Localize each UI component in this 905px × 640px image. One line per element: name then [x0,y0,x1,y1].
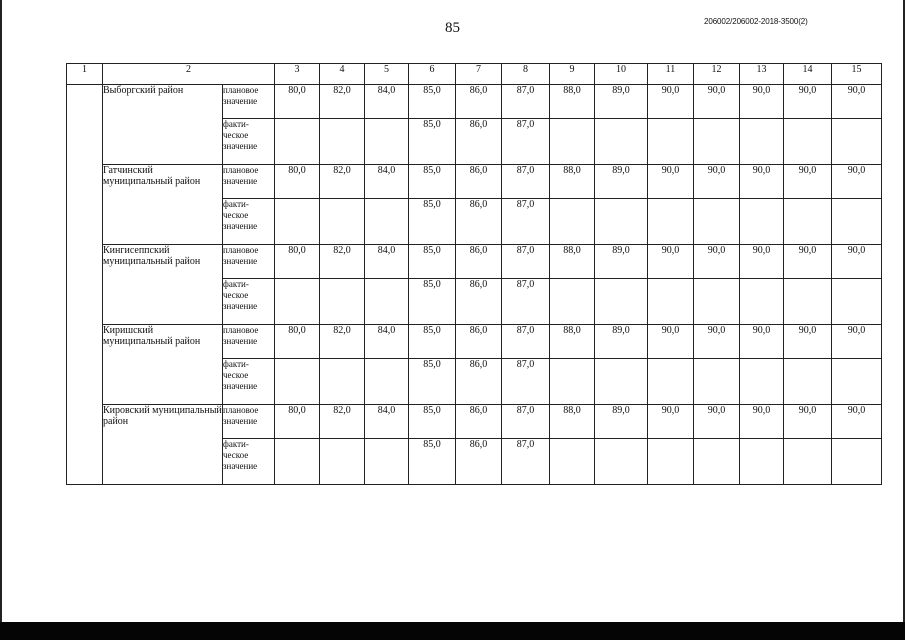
plan-label: плановое значение [223,245,275,279]
value-cell [365,279,409,325]
value-cell: 90,0 [832,325,882,359]
value-cell [365,439,409,485]
value-cell [275,199,320,245]
value-cell [784,119,832,165]
value-cell: 85,0 [409,165,456,199]
value-cell: 82,0 [320,165,365,199]
value-cell: 89,0 [595,405,648,439]
value-cell: 90,0 [784,245,832,279]
value-cell: 88,0 [550,85,595,119]
value-cell [648,359,694,405]
value-cell [784,199,832,245]
region-name: Гатчинский муниципальный район [103,165,223,245]
value-cell [832,199,882,245]
row-number-cell [67,85,103,485]
value-cell: 90,0 [784,85,832,119]
value-cell: 90,0 [832,245,882,279]
value-cell: 87,0 [502,279,550,325]
plan-row [67,325,882,359]
value-cell [694,359,740,405]
plan-row [67,165,882,199]
value-cell: 84,0 [365,85,409,119]
value-cell [784,279,832,325]
region-name: Выборгский район [103,85,223,165]
column-header: 9 [550,64,595,85]
value-cell: 90,0 [832,85,882,119]
indicator-table [66,63,882,485]
column-header: 2 [103,64,275,85]
value-cell: 90,0 [694,85,740,119]
fact-label: факти- ческое значение [223,279,275,325]
value-cell [740,119,784,165]
value-cell: 87,0 [502,439,550,485]
value-cell: 86,0 [456,199,502,245]
value-cell [648,279,694,325]
value-cell: 88,0 [550,405,595,439]
value-cell [320,359,365,405]
value-cell: 80,0 [275,405,320,439]
region-name: Кировский муниципальный район [103,405,223,485]
value-cell: 86,0 [456,405,502,439]
column-header: 15 [832,64,882,85]
value-cell [365,199,409,245]
value-cell: 85,0 [409,325,456,359]
value-cell: 86,0 [456,325,502,359]
value-cell: 86,0 [456,165,502,199]
column-header: 7 [456,64,502,85]
value-cell [275,119,320,165]
value-cell: 90,0 [832,405,882,439]
column-header: 8 [502,64,550,85]
value-cell: 90,0 [648,165,694,199]
value-cell [694,439,740,485]
value-cell: 86,0 [456,85,502,119]
value-cell: 90,0 [648,245,694,279]
plan-label: плановое значение [223,325,275,359]
plan-row [67,85,882,119]
value-cell [595,439,648,485]
value-cell: 86,0 [456,359,502,405]
value-cell: 85,0 [409,199,456,245]
fact-label: факти- ческое значение [223,119,275,165]
value-cell: 85,0 [409,439,456,485]
value-cell [740,439,784,485]
value-cell [832,359,882,405]
value-cell [595,199,648,245]
plan-label: плановое значение [223,85,275,119]
value-cell [595,279,648,325]
value-cell: 84,0 [365,165,409,199]
value-cell: 80,0 [275,245,320,279]
value-cell: 87,0 [502,325,550,359]
value-cell: 88,0 [550,325,595,359]
page-number: 85 [445,20,460,36]
value-cell [550,199,595,245]
value-cell [365,119,409,165]
value-cell [550,359,595,405]
value-cell [550,439,595,485]
value-cell: 82,0 [320,85,365,119]
value-cell: 87,0 [502,85,550,119]
column-header: 10 [595,64,648,85]
value-cell: 90,0 [784,165,832,199]
scan-bottom-border [0,622,905,640]
value-cell [832,119,882,165]
value-cell [320,119,365,165]
value-cell: 90,0 [648,405,694,439]
column-header: 11 [648,64,694,85]
value-cell: 86,0 [456,439,502,485]
value-cell: 84,0 [365,325,409,359]
column-header: 14 [784,64,832,85]
value-cell [784,439,832,485]
value-cell [320,279,365,325]
value-cell: 90,0 [784,405,832,439]
value-cell: 85,0 [409,405,456,439]
value-cell: 90,0 [648,85,694,119]
fact-label: факти- ческое значение [223,359,275,405]
value-cell [832,439,882,485]
value-cell: 86,0 [456,279,502,325]
value-cell [365,359,409,405]
value-cell: 82,0 [320,325,365,359]
value-cell: 90,0 [784,325,832,359]
column-header: 4 [320,64,365,85]
value-cell: 84,0 [365,245,409,279]
value-cell: 85,0 [409,119,456,165]
plan-row [67,245,882,279]
value-cell: 90,0 [740,165,784,199]
value-cell: 82,0 [320,245,365,279]
value-cell: 87,0 [502,359,550,405]
value-cell [740,359,784,405]
value-cell: 85,0 [409,359,456,405]
value-cell: 87,0 [502,245,550,279]
value-cell: 86,0 [456,119,502,165]
value-cell: 88,0 [550,165,595,199]
value-cell: 87,0 [502,199,550,245]
value-cell: 82,0 [320,405,365,439]
header-row [67,64,882,85]
value-cell: 90,0 [694,325,740,359]
value-cell [275,359,320,405]
value-cell: 90,0 [740,245,784,279]
value-cell [648,439,694,485]
value-cell [740,279,784,325]
value-cell: 90,0 [740,405,784,439]
value-cell: 84,0 [365,405,409,439]
value-cell: 90,0 [694,245,740,279]
value-cell [694,279,740,325]
value-cell: 90,0 [694,405,740,439]
value-cell: 80,0 [275,85,320,119]
value-cell: 90,0 [648,325,694,359]
value-cell [595,359,648,405]
value-cell: 85,0 [409,279,456,325]
value-cell: 90,0 [694,165,740,199]
value-cell [275,279,320,325]
fact-label: факти- ческое значение [223,439,275,485]
value-cell [320,439,365,485]
value-cell: 89,0 [595,245,648,279]
value-cell [832,279,882,325]
value-cell: 87,0 [502,119,550,165]
value-cell [740,199,784,245]
column-header: 12 [694,64,740,85]
column-header: 6 [409,64,456,85]
column-header: 13 [740,64,784,85]
plan-label: плановое значение [223,165,275,199]
plan-label: плановое значение [223,405,275,439]
value-cell [648,119,694,165]
plan-row [67,405,882,439]
value-cell: 88,0 [550,245,595,279]
region-name: Киришский муниципальный район [103,325,223,405]
column-header: 1 [67,64,103,85]
value-cell [550,279,595,325]
value-cell [320,199,365,245]
value-cell: 85,0 [409,85,456,119]
document-id: 206002/206002-2018-3500(2) [704,17,808,26]
value-cell: 90,0 [740,85,784,119]
value-cell [550,119,595,165]
region-name: Кингисеппский муниципальный район [103,245,223,325]
value-cell: 90,0 [832,165,882,199]
value-cell: 86,0 [456,245,502,279]
value-cell: 90,0 [740,325,784,359]
value-cell [694,119,740,165]
page-edge-left [0,0,2,640]
value-cell [595,119,648,165]
value-cell: 89,0 [595,165,648,199]
value-cell: 87,0 [502,165,550,199]
value-cell: 87,0 [502,405,550,439]
value-cell: 89,0 [595,85,648,119]
column-header: 3 [275,64,320,85]
value-cell [694,199,740,245]
value-cell: 85,0 [409,245,456,279]
value-cell: 89,0 [595,325,648,359]
value-cell: 80,0 [275,165,320,199]
column-header: 5 [365,64,409,85]
fact-label: факти- ческое значение [223,199,275,245]
value-cell [275,439,320,485]
value-cell [648,199,694,245]
value-cell: 80,0 [275,325,320,359]
value-cell [784,359,832,405]
